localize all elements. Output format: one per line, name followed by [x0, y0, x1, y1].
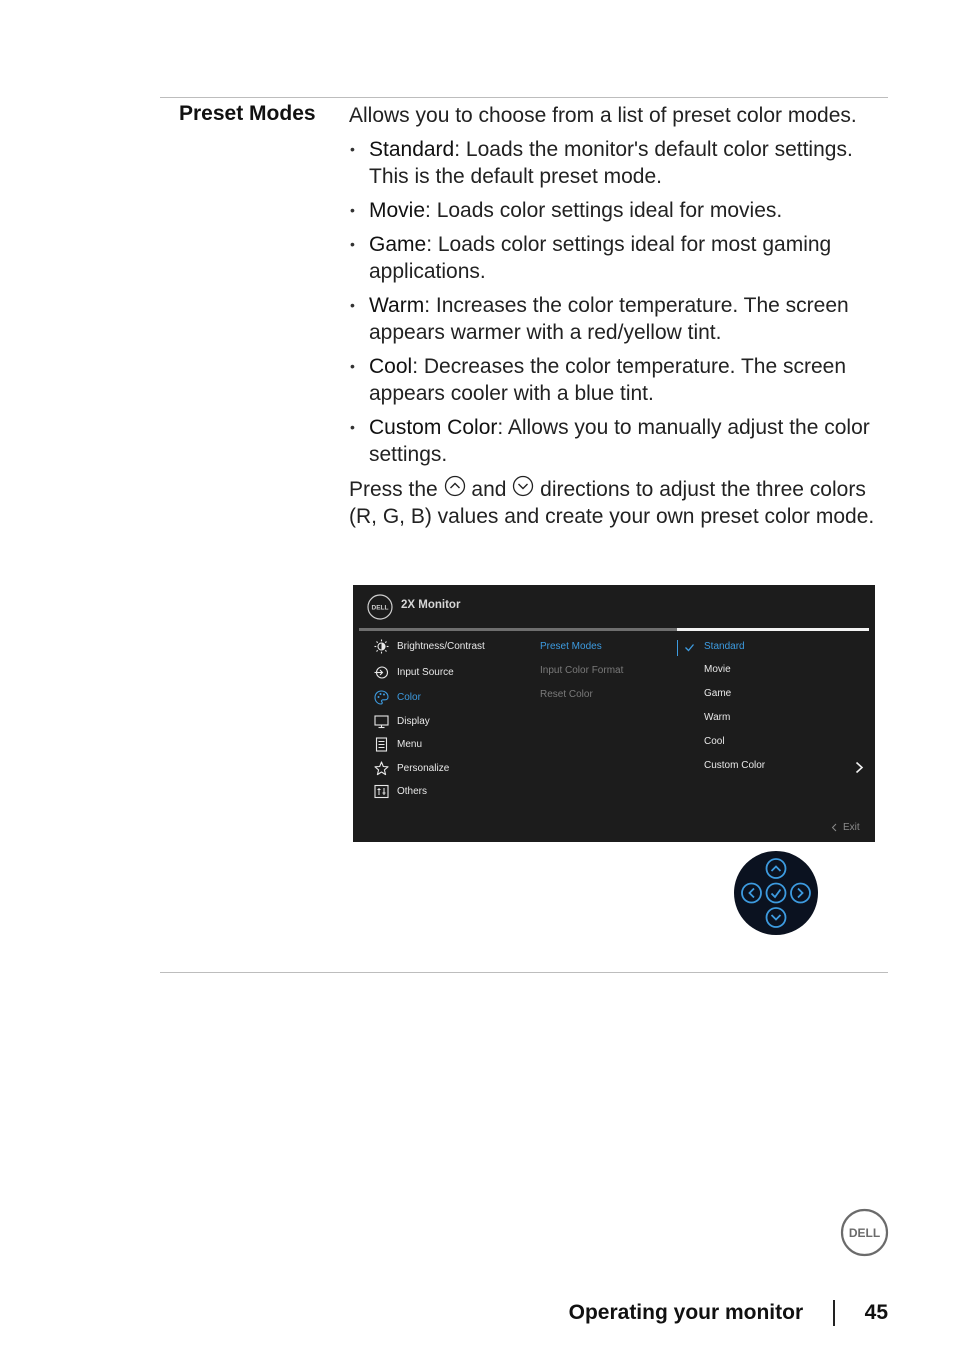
dell-logo	[840, 1208, 889, 1257]
osd-exit-button[interactable]	[831, 822, 860, 833]
term-cool: Cool	[369, 355, 413, 378]
term-custom-color: Custom Color	[369, 416, 498, 439]
osd-menu-item-brightness[interactable]	[374, 637, 485, 655]
osd-menu-label: Personalize	[397, 762, 450, 774]
display-icon	[374, 714, 389, 729]
osd-menu-label: Color	[397, 691, 421, 703]
svg-text:DELL: DELL	[371, 604, 389, 612]
list-item-standard	[349, 136, 879, 190]
list-item-custom-color	[349, 414, 879, 468]
bullet-icon: •	[350, 358, 355, 374]
osd-menu-label: Input Source	[397, 666, 454, 678]
list-item-cool	[349, 353, 879, 407]
bottom-rule	[160, 972, 888, 973]
down-arrow-circle-icon	[512, 475, 534, 497]
menu-icon	[374, 737, 389, 752]
bullet-icon: •	[350, 419, 355, 435]
mode-list	[349, 136, 879, 468]
list-item-warm	[349, 292, 879, 346]
page-footer	[569, 1300, 888, 1326]
osd-menu-item-color[interactable]	[374, 688, 421, 706]
star-icon	[374, 761, 389, 776]
desc-custom-color: : Allows you to manually adjust the color settings.	[369, 416, 870, 466]
desc-standard: : Loads the monitor's default color settings. This is the default preset mode.	[369, 138, 853, 188]
osd-option-standard[interactable]: Standard	[704, 641, 745, 652]
osd-menu-item-personalize[interactable]	[374, 759, 449, 777]
joystick-control-icon	[733, 850, 819, 936]
osd-option-cool[interactable]: Cool	[704, 736, 725, 747]
footer-section-title: Operating your monitor	[568, 1301, 804, 1324]
desc-cool: : Decreases the color temperature. The screen appears cooler with a blue tint.	[369, 355, 847, 405]
desc-movie: : Loads color settings ideal for movies.	[425, 199, 783, 222]
press-text-c: directions to adjust the three colors	[540, 478, 866, 501]
input-source-icon	[374, 665, 389, 680]
osd-exit-label: Exit	[843, 822, 860, 833]
bullet-icon: •	[350, 297, 355, 313]
osd-option-warm[interactable]: Warm	[704, 712, 731, 723]
press-text-a: Press the	[349, 478, 438, 501]
osd-menu-label: Others	[397, 785, 428, 797]
dell-logo	[367, 594, 393, 620]
term-standard: Standard	[369, 138, 455, 161]
osd-menu-item-others[interactable]	[374, 782, 427, 800]
osd-option-movie[interactable]: Movie	[704, 664, 731, 675]
list-item-game	[349, 231, 879, 285]
osd-menu-label: Brightness/Contrast	[397, 640, 485, 652]
up-arrow-circle-icon	[444, 475, 466, 497]
term-warm: Warm	[369, 294, 425, 317]
others-icon	[374, 784, 389, 799]
osd-menu-item-display[interactable]	[374, 712, 430, 730]
osd-submenu-preset-modes[interactable]: Preset Modes	[540, 641, 602, 652]
osd-menu-label: Display	[397, 715, 430, 727]
svg-text:DELL: DELL	[848, 1226, 881, 1240]
osd-option-game[interactable]: Game	[704, 688, 732, 699]
press-text-b: and	[471, 478, 507, 501]
desc-game: : Loads color settings ideal for most gaming applications.	[369, 233, 832, 283]
osd-title: 2X Monitor	[401, 599, 461, 611]
osd-submenu-input-color-format[interactable]: Input Color Format	[540, 665, 624, 676]
osd-menu-label: Menu	[397, 738, 423, 750]
top-rule	[160, 97, 888, 98]
checkmark-icon	[684, 642, 695, 653]
desc-warm: : Increases the color temperature. The screen appears warmer with a red/yellow tint.	[369, 294, 849, 344]
brightness-icon	[374, 639, 389, 654]
description-column	[349, 102, 879, 530]
chevron-left-icon	[831, 823, 837, 832]
bullet-icon: •	[350, 141, 355, 157]
intro-text: Allows you to choose from a list of preset color modes.	[349, 104, 857, 127]
row-label-preset-modes: Preset Modes	[179, 102, 316, 125]
term-game: Game	[369, 233, 427, 256]
osd-progress-bar-right	[677, 628, 869, 631]
press-text-line2: (R, G, B) values and create your own preset color mode.	[349, 505, 875, 528]
color-palette-icon	[374, 690, 389, 705]
osd-menu-screenshot	[353, 585, 875, 842]
term-movie: Movie	[369, 199, 426, 222]
bullet-icon: •	[350, 202, 355, 218]
osd-menu-item-menu[interactable]	[374, 735, 422, 753]
osd-submenu-reset-color[interactable]: Reset Color	[540, 689, 593, 700]
press-instruction	[349, 475, 879, 530]
footer-divider	[833, 1300, 835, 1326]
bullet-icon: •	[350, 236, 355, 252]
osd-selection-divider	[677, 640, 678, 656]
osd-menu-item-input-source[interactable]	[374, 663, 454, 681]
osd-progress-bar-left	[359, 628, 677, 631]
osd-option-custom-color[interactable]: Custom Color	[704, 760, 766, 771]
list-item-movie	[349, 197, 879, 224]
chevron-right-icon[interactable]	[855, 761, 864, 774]
page-number: 45	[864, 1301, 888, 1324]
